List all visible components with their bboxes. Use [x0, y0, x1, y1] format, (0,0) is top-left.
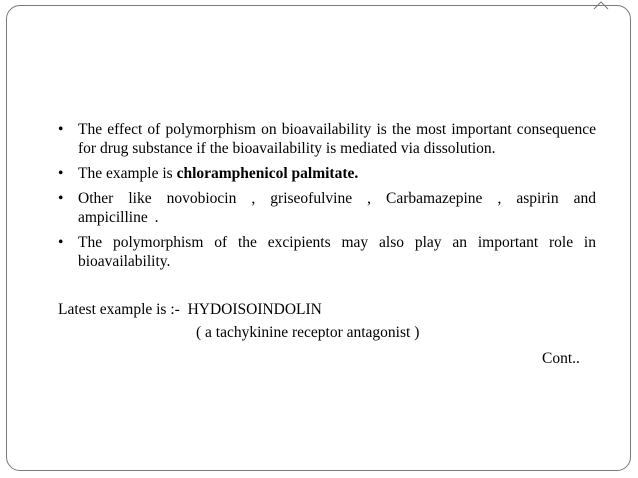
bullet-dot-icon: •: [58, 234, 64, 251]
bullet-dot-icon: •: [58, 121, 64, 138]
latest-example-note: ( a tachykinine receptor antagonist ): [196, 324, 420, 341]
bullet-other-drugs: [58, 189, 596, 227]
bullet-polymorphism-effect: [58, 120, 596, 158]
bullet-text: The effect of polymorphism on bioavailability is the most important consequence for drug substance if the bioavailability is mediated via dissolution.: [78, 121, 596, 157]
bullet-excipients: [58, 233, 596, 271]
bullet-list: [58, 120, 596, 277]
continued-label: Cont..: [542, 350, 580, 367]
bullet-text-prefix: The example is: [78, 165, 177, 182]
bullet-text-bold: chloramphenicol palmitate.: [176, 165, 359, 182]
latest-example-label: Latest example is :-: [58, 301, 180, 318]
bullet-example: [58, 164, 596, 183]
latest-example-line: [58, 300, 322, 319]
bullet-dot-icon: •: [58, 190, 64, 207]
bullet-text: Other like novobiocin , griseofulvine , Carbamazepine , aspirin and ampicilline .: [78, 190, 596, 226]
latest-example-value: HYDOISOINDOLIN: [187, 301, 322, 318]
bullet-text: The polymorphism of the excipients may also play an important role in bioavailability.: [78, 234, 596, 270]
bullet-dot-icon: •: [58, 165, 64, 182]
